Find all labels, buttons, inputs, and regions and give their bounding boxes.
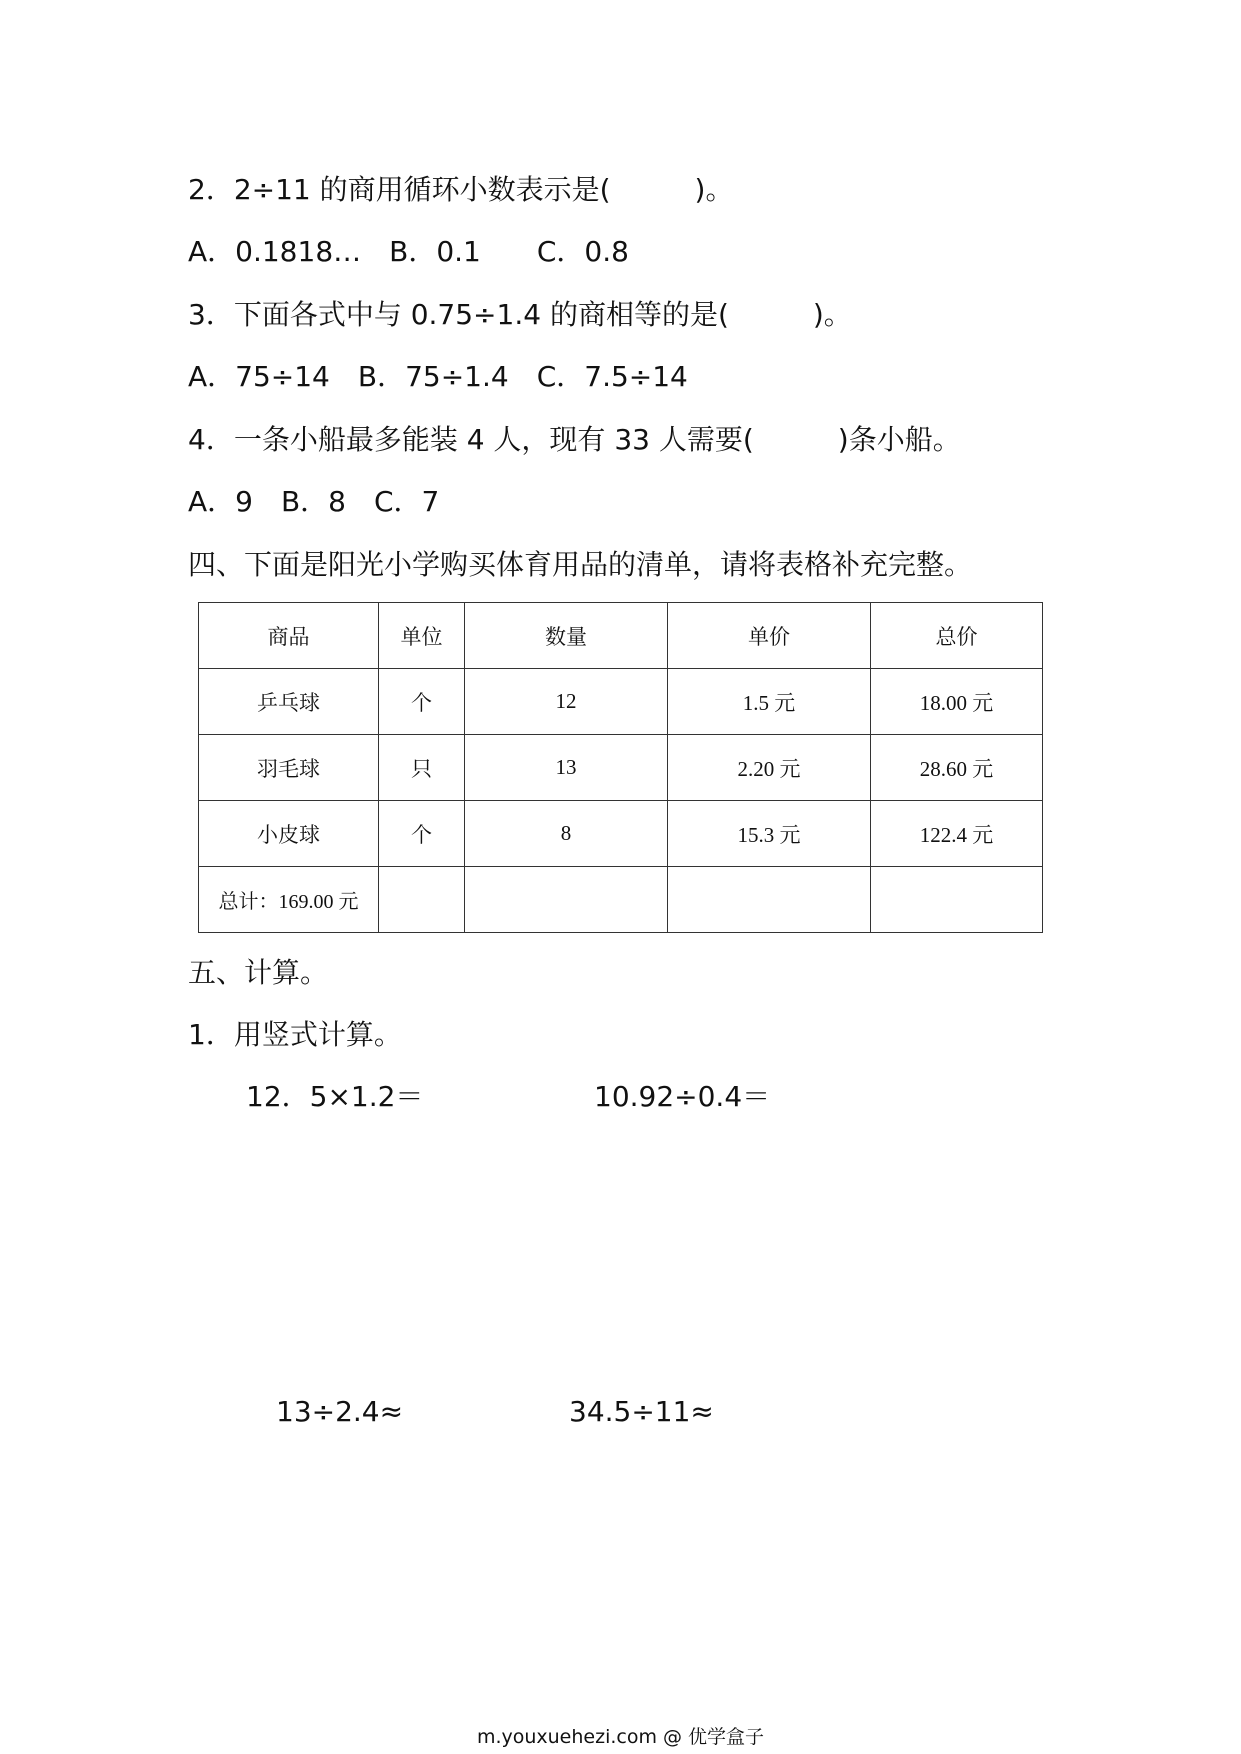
cell-item: 乒乓球 [199,669,379,735]
table-row [199,735,1043,801]
cell-unit-price: 2.20 元 [668,735,871,801]
page-footer: m.youxuehezi.com @ 优学盒子 [476,1726,765,1748]
calc-problem: 34.5÷11≈ [569,1395,714,1428]
cell-total-price: 122.4 元 [871,801,1043,867]
question-4-stem: 4．一条小船最多能装 4 人，现有 33 人需要( )条小船。 [188,423,961,456]
cell-empty [465,867,668,933]
cell-empty [668,867,871,933]
question-2-stem: 2．2÷11 的商用循环小数表示是( )。 [188,173,734,206]
calc-problem: 10.92÷0.4＝ [594,1080,771,1113]
section-4-title: 四、下面是阳光小学购买体育用品的清单，请将表格补充完整。 [188,548,973,581]
cell-unit-price: 1.5 元 [668,669,871,735]
question-4-options: A．9 B．8 C．7 [188,485,440,518]
cell-quantity: 13 [465,735,668,801]
cell-unit: 个 [379,669,465,735]
table-total-row [199,867,1043,933]
section-5-title: 五、计算。 [188,956,329,989]
cell-unit: 个 [379,801,465,867]
question-3-stem: 3．下面各式中与 0.75÷1.4 的商相等的是( )。 [188,298,852,331]
cell-quantity: 12 [465,669,668,735]
table-header-row [199,603,1043,669]
table-row [199,669,1043,735]
cell-empty [379,867,465,933]
cell-empty [871,867,1043,933]
calc-problem: 13÷2.4≈ [276,1395,404,1428]
shopping-list-table [198,602,1043,933]
cell-quantity: 8 [465,801,668,867]
section-5-subtitle: 1．用竖式计算。 [188,1018,402,1051]
cell-unit: 只 [379,735,465,801]
cell-unit-price: 15.3 元 [668,801,871,867]
cell-item: 小皮球 [199,801,379,867]
question-3-options: A．75÷14 B．75÷1.4 C．7.5÷14 [188,360,688,393]
cell-total-price: 18.00 元 [871,669,1043,735]
header-unit: 单位 [379,603,465,669]
question-2-options: A．0.1818… B．0.1 C．0.8 [188,235,629,268]
calc-problem: 12．5×1.2＝ [246,1080,424,1113]
header-quantity: 数量 [465,603,668,669]
header-item: 商品 [199,603,379,669]
cell-total-price: 28.60 元 [871,735,1043,801]
cell-grand-total: 总计：169.00 元 [199,867,379,933]
header-total-price: 总价 [871,603,1043,669]
cell-item: 羽毛球 [199,735,379,801]
table-row [199,801,1043,867]
header-unit-price: 单价 [668,603,871,669]
